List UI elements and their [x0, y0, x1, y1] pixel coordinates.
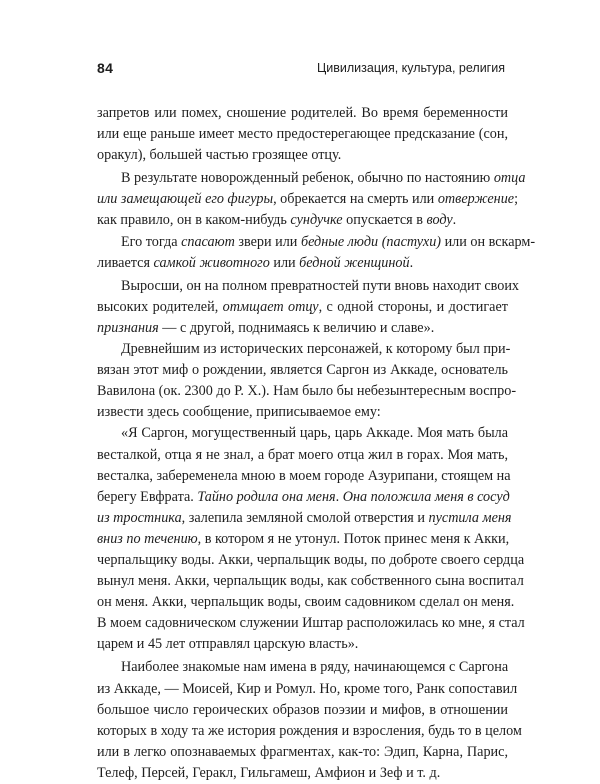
text-line: он меня. Акки, черпальщик воды, своим садовником сделал он меня. — [97, 594, 515, 611]
emphasis: спасают — [181, 233, 235, 250]
paragraph — [97, 339, 517, 423]
text-line: оракул), большей частью грозящее отцу. — [97, 147, 342, 164]
text-line: весталка, забеременела мною в моем городе Азурипани, стоящем на — [97, 467, 511, 484]
text-line: «Я Саргон, могущественный царь, царь Аккаде. Моя мать была — [121, 425, 508, 442]
page-body — [97, 103, 536, 784]
text-line: которых в ходу та же история рождения и взросления, будь то в целом — [97, 722, 522, 739]
running-head: Цивилизация, культура, религия — [317, 61, 505, 75]
emphasis: Она положила меня в сосуд — [342, 488, 510, 505]
text-line: или еще раньше имеет место предостерегающее предсказание (сон, — [97, 126, 508, 143]
paragraph — [97, 168, 526, 231]
emphasis: Тайно родила она меня — [197, 488, 336, 505]
text-line: весталкой, отца я не знал, а брат моего отца жил в горах. Моя мать, — [97, 446, 508, 463]
text-line: Вавилона (ок. 2300 до Р. Х.). Нам было бы небезынтересным воспро- — [97, 383, 517, 400]
paragraph — [97, 103, 508, 166]
text-line: царем и 45 лет отправлял царскую власть». — [97, 636, 359, 653]
emphasis: сундучке — [290, 212, 343, 229]
text-line: В результате новорожденный ребенок, обычно по настоянию отца — [121, 170, 526, 187]
emphasis: бедные люди (пастухи) — [300, 233, 442, 250]
emphasis: из тростника — [97, 509, 182, 526]
emphasis: отца — [493, 170, 526, 187]
text-line: большое число героических образов поэзии и мифов, в отношении — [97, 701, 508, 718]
paragraph — [97, 276, 520, 339]
text-line: Его тогда спасают звери или бедные люди (пастухи) или он вскарм- — [121, 233, 536, 250]
text-line: ливается самкой животного или бедной женщиной. — [97, 254, 414, 271]
text-line: Древнейшим из исторических персонажей, к которому был при- — [121, 341, 511, 358]
text-line: черпальщику воды. Акки, черпальщик воды, по доброте своего сердца — [97, 551, 525, 568]
emphasis: или замещающей его фигуры — [97, 191, 274, 208]
text-line: Выросши, он на полном превратностей пути вновь находит своих — [121, 277, 520, 294]
paragraph — [97, 657, 522, 784]
text-line: вязан этот миф о рождении, является Саргон из Аккаде, основатель — [97, 362, 508, 379]
paragraph — [97, 232, 536, 274]
emphasis: отвержение — [437, 191, 515, 208]
emphasis: отмщает отцу — [222, 298, 319, 315]
text-line: вынул меня. Акки, черпальщик воды, как собственного сына воспитал — [97, 573, 524, 590]
emphasis: признания — [97, 319, 159, 336]
emphasis: пустила меня — [428, 509, 512, 526]
emphasis: бедной женщиной — [299, 254, 410, 271]
emphasis: вниз по течению — [97, 530, 198, 547]
emphasis: самкой животного — [153, 254, 270, 271]
quotation — [97, 423, 525, 655]
text-line: В моем садовническом служении Иштар расположилась ко мне, я стал — [97, 615, 525, 632]
text-line: как правило, он в каком-нибудь сундучке опускается в воду. — [97, 212, 457, 229]
page-number: 84 — [97, 60, 114, 76]
text-line: из Аккаде, — Моисей, Кир и Ромул. Но, кроме того, Ранк сопоставил — [97, 680, 518, 697]
text-line: Наиболее знакомые нам имена в ряду, начинающемся с Саргона — [121, 659, 509, 676]
emphasis: воду — [426, 212, 453, 229]
text-line: берегу Евфрата. Тайно родила она меня. Она положила меня в сосуд — [97, 488, 510, 505]
text-line: или в легко опознаваемых фрагментах, как-то: Эдип, Карна, Парис, — [97, 743, 508, 760]
text-line: признания — с другой, поднимаясь к величию и славе». — [97, 319, 435, 336]
text-line: запретов или помех, сношение родителей. Во время беременности — [97, 105, 508, 121]
text-line: вниз по течению, в котором я не утонул. Поток принес меня к Акки, — [97, 530, 510, 547]
text-line: высоких родителей, отмщает отцу, с одной стороны, и достигает — [97, 298, 508, 315]
text-line: Телеф, Персей, Геракл, Гильгамеш, Амфион и Зеф и т. д. — [97, 764, 441, 781]
text-line: или замещающей его фигуры, обрекается на смерть или отвержение; — [97, 191, 519, 208]
text-line: из тростника, залепила земляной смолой отверстия и пустила меня — [97, 509, 512, 526]
text-line: извести здесь сообщение, приписываемое ему: — [97, 404, 381, 421]
